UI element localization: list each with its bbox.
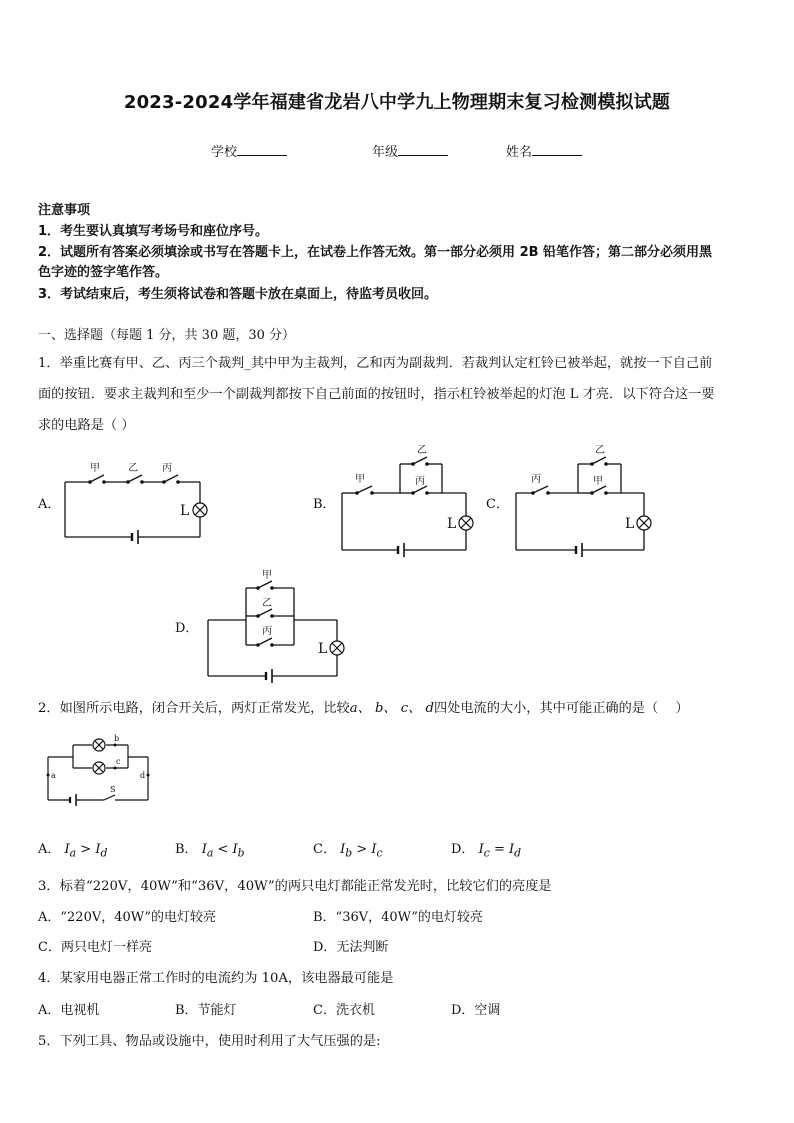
q3-option-c[interactable]: C．两只电灯一样亮	[38, 940, 152, 955]
circuit-c	[516, 457, 644, 557]
q4-option-a[interactable]: A．电视机	[38, 1003, 100, 1018]
q2-option-b[interactable]: B． $I_a < I_b$	[175, 842, 245, 860]
option-d-label: D．	[175, 621, 199, 636]
grade-blank[interactable]	[398, 143, 448, 156]
notice-heading: 注意事项	[38, 203, 91, 218]
q4-option-b[interactable]: B．节能灯	[175, 1003, 237, 1018]
name-label: 姓名	[506, 145, 533, 160]
q2-stem	[38, 697, 689, 716]
q3-option-d[interactable]: D．无法判断	[313, 940, 389, 955]
lamp-icon	[637, 516, 651, 530]
label-bing: 丙	[162, 463, 172, 474]
q2-stem-post: 四处电流的大小，其中可能正确的是（ ）	[433, 701, 689, 716]
switch-s-label: S	[110, 785, 116, 794]
q1-line-2: 面的按钮．要求主裁判和至少一个副裁判都按下自己前面的按钮时，指示杠铃被举起的灯泡 L 才亮．以下符合这一要	[38, 387, 715, 402]
q1-circuit-figures	[0, 440, 794, 690]
circuit-b	[342, 457, 466, 557]
grade-label: 年级	[372, 145, 399, 160]
q2-vars: a、 b、 c、 d	[349, 701, 434, 716]
q2-option-d[interactable]: D． $I_c = I_d$	[451, 842, 522, 860]
label-bing: 丙	[415, 476, 425, 487]
label-yi: 乙	[262, 598, 272, 609]
label-jia: 甲	[262, 570, 272, 581]
lamp-icon	[330, 641, 344, 655]
label-jia: 甲	[90, 463, 100, 474]
circuit-d	[208, 581, 337, 683]
lamp-label: L	[180, 503, 190, 519]
label-yi: 乙	[128, 463, 138, 474]
q3-option-b[interactable]: B．“36V，40W”的电灯较亮	[313, 910, 483, 925]
point-b-label: b	[114, 734, 120, 743]
label-yi: 乙	[417, 445, 427, 456]
q2-circuit-diagram	[40, 730, 160, 810]
point-d-label: d	[140, 771, 146, 780]
notice-item-3: 3．考试结束后，考生须将试卷和答题卡放在桌面上，待监考员收回。	[38, 287, 438, 302]
lamp-label: L	[625, 516, 635, 532]
school-blank[interactable]	[237, 143, 287, 156]
q3-option-a[interactable]: A．“220V，40W”的电灯较亮	[38, 910, 217, 925]
notice-item-2-cont: 色字迹的签字笔作答。	[38, 265, 169, 280]
name-blank[interactable]	[532, 143, 582, 156]
lamp-icon	[459, 516, 473, 530]
q4-stem: 4．某家用电器正常工作时的电流约为 10A，该电器最可能是	[38, 971, 394, 986]
notice-item-1: 1．考生要认真填写考场号和座位序号。	[38, 224, 269, 239]
q5-stem: 5．下列工具、物品或设施中，使用时利用了大气压强的是:	[38, 1034, 381, 1049]
q1-line-3: 求的电路是（ ）	[38, 418, 135, 433]
q4-option-c[interactable]: C．洗衣机	[313, 1003, 375, 1018]
notice-item-2: 2．试题所有答案必须填涂或书写在答题卡上，在试卷上作答无效。第一部分必须用 2B 铅笔作答；第二部分必须用黑	[38, 245, 713, 260]
label-yi: 乙	[595, 445, 605, 456]
point-a-label: a	[51, 771, 56, 780]
q2-option-a[interactable]: A． $I_a > I_d$	[38, 842, 108, 860]
school-field[interactable]	[211, 141, 287, 160]
q2-option-c[interactable]: C． $I_b > I_c$	[313, 842, 383, 860]
lamp-icon	[193, 503, 207, 517]
page-title: 2023-2024学年福建省龙岩八中学九上物理期末复习检测模拟试题	[123, 92, 671, 113]
lamp-label: L	[318, 641, 328, 657]
label-jia: 甲	[593, 476, 603, 487]
option-a-label: A．	[38, 497, 61, 512]
point-c-label: c	[116, 757, 121, 766]
section-heading: 一、选择题（每题 1 分，共 30 题，30 分）	[38, 328, 296, 343]
q4-option-d[interactable]: D．空调	[451, 1003, 501, 1018]
grade-field[interactable]	[372, 141, 448, 160]
school-label: 学校	[211, 145, 238, 160]
option-c-label: C．	[486, 497, 509, 512]
lamp-label: L	[447, 516, 457, 532]
q3-stem: 3．标着“220V，40W”和“36V，40W”的两只电灯都能正常发光时，比较它们的亮度是	[38, 879, 552, 894]
label-bing: 丙	[262, 626, 272, 637]
option-b-label: B．	[313, 497, 336, 512]
label-jia: 甲	[355, 474, 365, 485]
q2-stem-pre: 2．如图所示电路，闭合开关后，两灯正常发光，比较	[38, 701, 350, 716]
q1-line-1: 1．举重比赛有甲、乙、丙三个裁判_其中甲为主裁判，乙和丙为副裁判．若裁判认定杠铃已被举起，就按一下自己前	[38, 356, 713, 371]
name-field[interactable]	[506, 141, 582, 160]
label-bing: 丙	[531, 474, 541, 485]
